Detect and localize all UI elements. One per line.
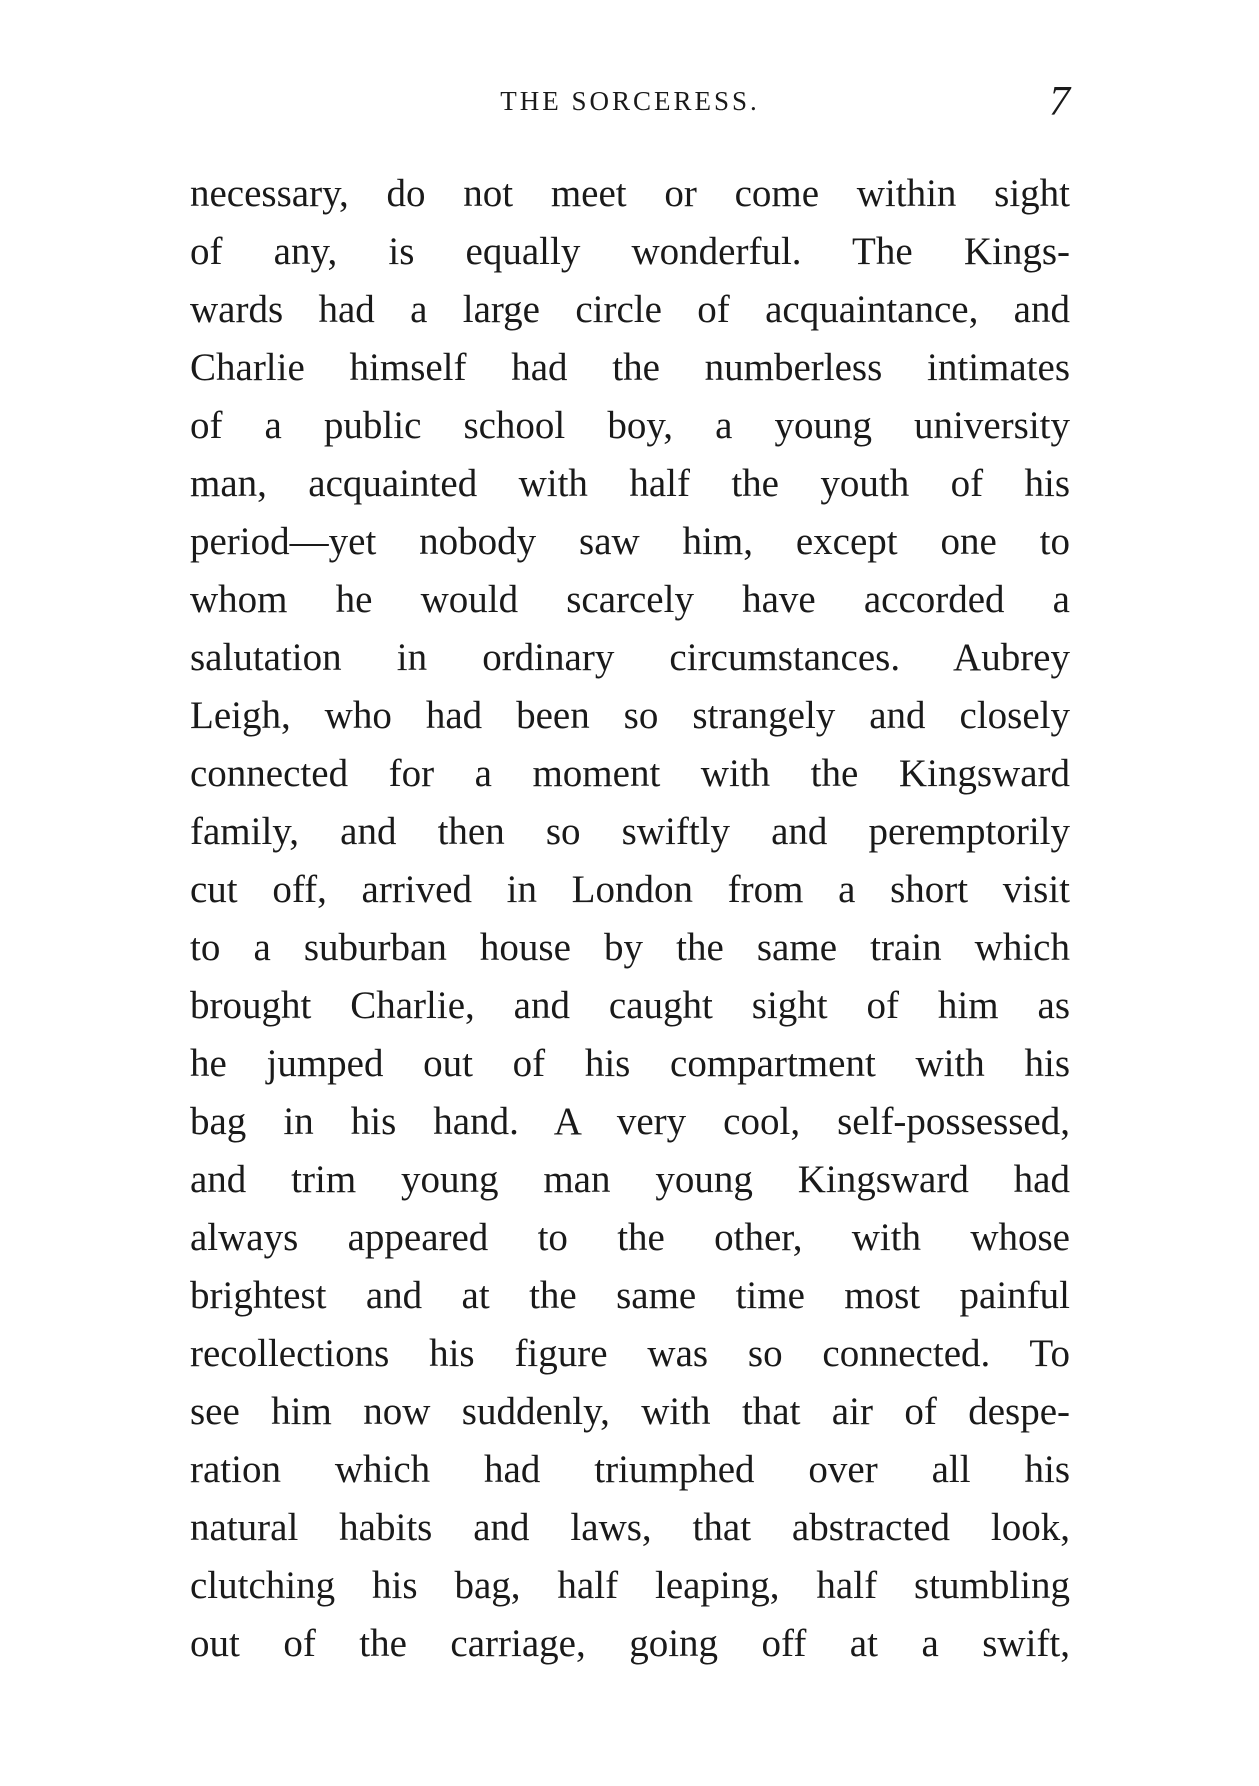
running-title: THE SORCERESS.: [500, 86, 760, 116]
text-line: whom he would scarcely have accorded a: [190, 578, 1070, 621]
page-number: 7: [1049, 79, 1070, 125]
text-line: of a public school boy, a young university: [190, 404, 1070, 447]
running-head: [190, 79, 1070, 128]
text-line: period—yet nobody saw him, except one to: [190, 520, 1070, 563]
text-line: always appeared to the other, with whose: [190, 1216, 1070, 1259]
text-line: wards had a large circle of acquaintance, and: [190, 288, 1070, 331]
text-line: clutching his bag, half leaping, half stumbling: [190, 1564, 1070, 1607]
text-line: cut off, arrived in London from a short visit: [190, 868, 1070, 911]
text-line: and trim young man young Kingsward had: [190, 1158, 1070, 1201]
text-line: he jumped out of his compartment with his: [190, 1042, 1070, 1085]
text-line: man, acquainted with half the youth of his: [190, 462, 1070, 505]
text-line: ration which had triumphed over all his: [190, 1448, 1070, 1491]
text-line: see him now suddenly, with that air of despe-: [190, 1390, 1070, 1433]
text-line: out of the carriage, going off at a swift,: [190, 1622, 1070, 1665]
text-line: Charlie himself had the numberless intimates: [190, 346, 1070, 389]
text-line: family, and then so swiftly and peremptorily: [190, 810, 1070, 853]
text-line: natural habits and laws, that abstracted look,: [190, 1506, 1070, 1549]
text-line: salutation in ordinary circumstances. Aubrey: [190, 636, 1070, 679]
text-line: bag in his hand. A very cool, self-possessed,: [190, 1100, 1070, 1143]
text-line: brought Charlie, and caught sight of him as: [190, 984, 1070, 1027]
text-line: brightest and at the same time most painful: [190, 1274, 1070, 1317]
body-text: [190, 165, 1070, 1673]
text-line: to a suburban house by the same train which: [190, 926, 1070, 969]
text-line: of any, is equally wonderful. The Kings-: [190, 230, 1070, 273]
text-line: Leigh, who had been so strangely and closely: [190, 694, 1070, 737]
text-line: necessary, do not meet or come within sight: [190, 172, 1070, 215]
text-line: recollections his figure was so connected. To: [190, 1332, 1070, 1375]
text-line: connected for a moment with the Kingsward: [190, 752, 1070, 795]
